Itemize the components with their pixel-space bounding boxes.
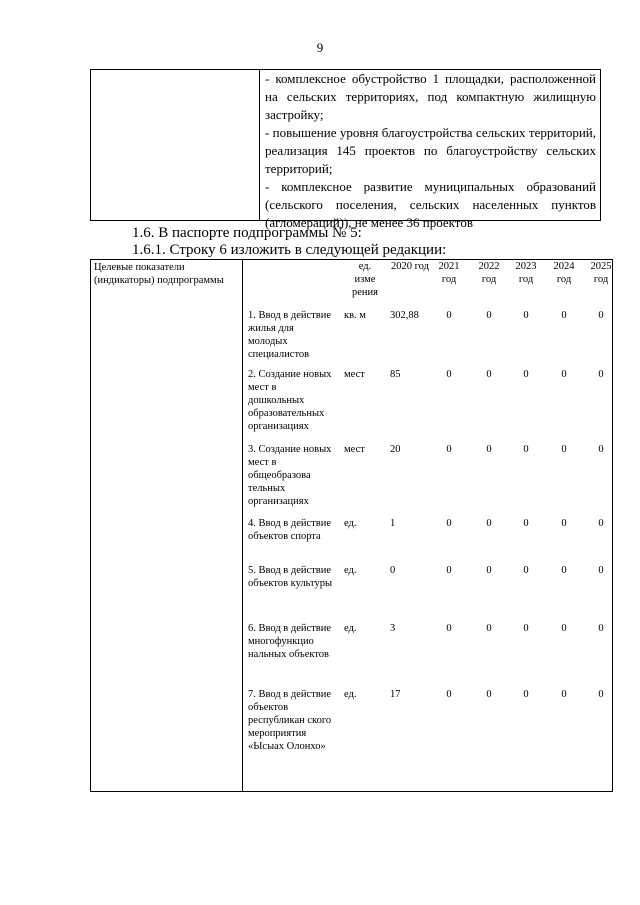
value-2021: 0 bbox=[446, 565, 452, 576]
value-2023: 0 bbox=[523, 623, 529, 634]
indicator-name: 2. Создание новых мест в дошкольных образовательных организациях bbox=[248, 369, 332, 432]
indicators-table-title: Целевые показатели (индикаторы) подпрограммы bbox=[91, 260, 243, 791]
value-2025: 0 bbox=[598, 444, 604, 455]
section-heading-1-6-1: 1.6.1. Строку 6 изложить в следующей редакции: bbox=[132, 242, 447, 258]
indicator-unit: мест bbox=[344, 444, 365, 455]
indicator-unit: ед. bbox=[344, 518, 357, 529]
year-header-2021: 2021 год bbox=[438, 261, 460, 285]
indicator-name: 3. Создание новых мест в общеобразова тельных организациях bbox=[248, 444, 332, 507]
year-header-2022: 2022 год bbox=[478, 261, 500, 285]
value-2020: 20 bbox=[390, 444, 401, 455]
section-heading-1-6: 1.6. В паспорте подпрограммы № 5: bbox=[132, 225, 362, 241]
indicator-unit: кв. м bbox=[344, 310, 366, 321]
value-2021: 0 bbox=[446, 444, 452, 455]
unit-header: ед. изме рения bbox=[352, 261, 378, 298]
value-2020: 85 bbox=[390, 369, 401, 380]
value-2024: 0 bbox=[561, 310, 567, 321]
value-2023: 0 bbox=[523, 689, 529, 700]
value-2021: 0 bbox=[446, 689, 452, 700]
indicator-unit: ед. bbox=[344, 689, 357, 700]
indicator-name: 4. Ввод в действие объектов спорта bbox=[248, 518, 331, 542]
value-2025: 0 bbox=[598, 623, 604, 634]
top-table-line-3: - комплексное развитие муниципальных образований (сельского поселения, сельских населенных пунктов (агломераций)), не менее 36 проектов bbox=[265, 179, 596, 230]
value-2023: 0 bbox=[523, 444, 529, 455]
value-2020: 0 bbox=[390, 565, 396, 576]
top-table-empty-cell bbox=[91, 70, 260, 220]
page-number: 9 bbox=[316, 40, 324, 55]
value-2025: 0 bbox=[598, 565, 604, 576]
indicator-unit: ед. bbox=[344, 565, 357, 576]
indicator-unit: мест bbox=[344, 369, 365, 380]
value-2025: 0 bbox=[598, 369, 604, 380]
value-2025: 0 bbox=[598, 689, 604, 700]
year-header-2023: 2023 год bbox=[515, 261, 537, 285]
value-2022: 0 bbox=[486, 689, 492, 700]
top-table-line-2: - повышение уровня благоустройства сельских территорий, реализация 145 проектов по благоустройству сельских территорий; bbox=[265, 125, 596, 176]
top-table-text-cell bbox=[260, 70, 600, 230]
value-2020: 302,88 bbox=[390, 310, 419, 321]
value-2024: 0 bbox=[561, 623, 567, 634]
top-table-line-1: - комплексное обустройство 1 площадки, расположенной на сельских территориях, под компактную жилищную застройку; bbox=[265, 71, 596, 122]
indicators-table bbox=[90, 259, 613, 792]
value-2021: 0 bbox=[446, 623, 452, 634]
value-2022: 0 bbox=[486, 518, 492, 529]
value-2022: 0 bbox=[486, 444, 492, 455]
value-2024: 0 bbox=[561, 565, 567, 576]
value-2025: 0 bbox=[598, 310, 604, 321]
indicators-table-body bbox=[243, 260, 612, 791]
table-header-row bbox=[243, 260, 612, 308]
value-2020: 1 bbox=[390, 518, 396, 529]
value-2024: 0 bbox=[561, 689, 567, 700]
year-header-2025: 2025 год bbox=[590, 261, 612, 285]
year-header-2024: 2024 год bbox=[553, 261, 575, 285]
value-2022: 0 bbox=[486, 565, 492, 576]
value-2023: 0 bbox=[523, 310, 529, 321]
indicator-name: 7. Ввод в действие объектов республикан ского мероприятия «Ысыах Олонхо» bbox=[248, 689, 332, 752]
value-2022: 0 bbox=[486, 310, 492, 321]
value-2025: 0 bbox=[598, 518, 604, 529]
value-2023: 0 bbox=[523, 565, 529, 576]
value-2024: 0 bbox=[561, 518, 567, 529]
indicator-name: 5. Ввод в действие объектов культуры bbox=[248, 565, 333, 589]
top-table bbox=[90, 69, 601, 230]
value-2024: 0 bbox=[561, 369, 567, 380]
value-2021: 0 bbox=[446, 518, 452, 529]
indicator-name: 1. Ввод в действие жилья для молодых специалистов bbox=[248, 310, 331, 360]
indicator-name: 6. Ввод в действие многофункцио нальных объектов bbox=[248, 623, 331, 660]
value-2021: 0 bbox=[446, 369, 452, 380]
value-2020: 3 bbox=[390, 623, 396, 634]
value-2023: 0 bbox=[523, 369, 529, 380]
value-2022: 0 bbox=[486, 369, 492, 380]
value-2023: 0 bbox=[523, 518, 529, 529]
value-2024: 0 bbox=[561, 444, 567, 455]
year-header-2020: 2020 год bbox=[391, 261, 429, 272]
value-2020: 17 bbox=[390, 689, 401, 700]
value-2022: 0 bbox=[486, 623, 492, 634]
indicator-unit: ед. bbox=[344, 623, 357, 634]
value-2021: 0 bbox=[446, 310, 452, 321]
